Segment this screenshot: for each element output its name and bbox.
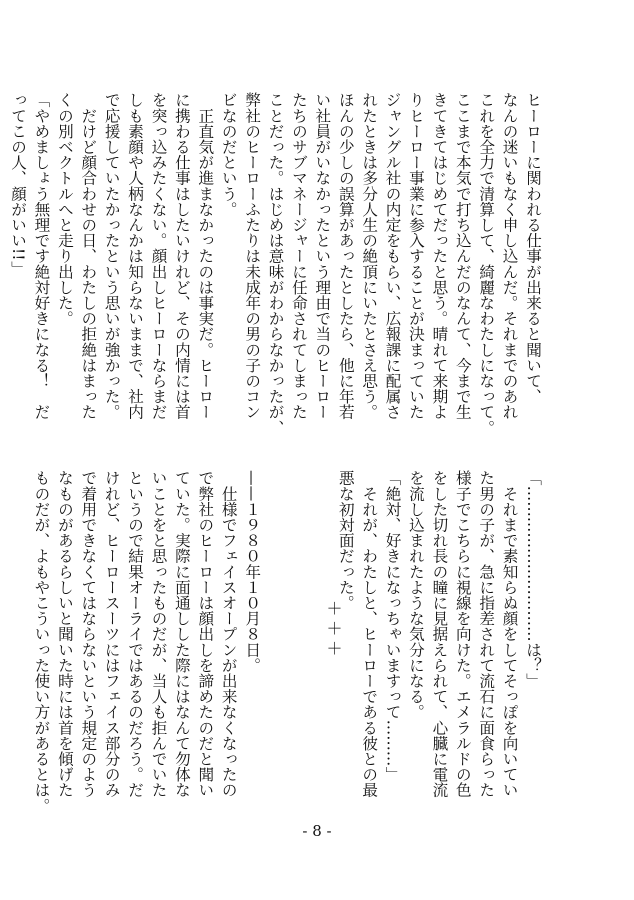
section-separator: ＋＋＋ xyxy=(324,600,343,660)
text-line: ことだった。はじめは意味がわからなかったが、 xyxy=(266,92,285,436)
text-line: ものだが、よもやこういった使い方があるとは。 xyxy=(32,470,51,814)
text-line: これを全力で清算して、綺麗なわたしになって。 xyxy=(477,92,496,436)
text-line: で応援していたかったという思いが強かった。 xyxy=(102,92,121,420)
text-line: ——１９８０年１０月８日。 xyxy=(243,470,262,673)
text-line: 仕様でフェイスオープンが出来なくなったの xyxy=(219,470,238,798)
text-line: 「…………………………は？」 xyxy=(524,470,542,689)
text-line: なんの迷いもなく申し込んだ。それまでのあれ xyxy=(500,92,519,420)
text-line: ほんの少しの誤算があったとしたら、他に年若 xyxy=(336,92,355,420)
text-line: 悪な初対面だった。 xyxy=(336,470,355,611)
text-line: を流し込まれたような気分になる。 xyxy=(406,470,425,720)
text-line: くの別ベクトルへと走り出した。 xyxy=(55,92,74,326)
text-line: をした切れ長の瞳に見据えられて、心臓に電流 xyxy=(430,470,449,798)
text-line: で着用できなくてはならないという規定のよう xyxy=(79,470,98,798)
text-line: 「やめましょう無理です絶対好きになる！ だ xyxy=(32,92,51,420)
text-line: それまで素知らぬ顔をしてそっぽを向いてい xyxy=(500,470,519,798)
text-line: というので結果オーライではあるのだろう。だ xyxy=(126,470,145,798)
text-line: しも素顔や人柄なんかは知らないままで、社内 xyxy=(126,92,145,420)
text-line: に携わる仕事はしたいけれど、その内情には首 xyxy=(172,92,191,420)
text-line: ここまで本気で打ち込んだのなんて、今まで生 xyxy=(453,92,472,420)
text-line: いことをと思ったものだが、当人も拒んでいた xyxy=(149,470,168,798)
text-line: れたときは多分人生の絶頂にいたとさえ思う。 xyxy=(360,92,379,420)
text-line: りヒーロー事業に参入することが決まっていた xyxy=(406,92,425,420)
text-line: ビなのだという。 xyxy=(219,92,238,217)
text-line: ってこの人、顔がいい!!」 xyxy=(9,92,28,277)
text-line: だけど顔合わせの日、わたしの拒絶はまった xyxy=(79,92,98,420)
text-line: た男の子が、急に指差されて流石に面食らった xyxy=(477,470,496,798)
lower-text-column xyxy=(32,470,544,820)
text-line: たちのサブマネージャーに任命されてしまった xyxy=(289,92,308,420)
text-line: 弊社のヒーローふたりは未成年の男の子のコン xyxy=(243,92,262,420)
text-line xyxy=(287,470,310,820)
page-number: - 8 - xyxy=(302,822,332,840)
text-line: い社員がいなかったという理由で当のヒーロー xyxy=(313,92,332,420)
text-line: きてきてはじめてだったと思う。晴れて来期よ xyxy=(430,92,449,420)
text-line: ヒーローに関われる仕事が出来ると聞いて、 xyxy=(524,92,542,404)
text-line: 正直気が進まなかったのは事実だ。ヒーロー xyxy=(196,92,215,420)
text-line: けれど、ヒーロースーツにはフェイス部分のみ xyxy=(102,470,121,798)
text-line: それが、わたしと、ヒーローである彼との最 xyxy=(360,470,379,798)
upper-text-column xyxy=(9,92,544,440)
text-line: 「絶対、好きになっちゃいますって………」 xyxy=(383,470,402,782)
text-line: ていた。実際に面通しした際にはなんて勿体な xyxy=(172,470,191,798)
text-line: で弊社のヒーローは顔出しを諦めたのだと聞い xyxy=(196,470,215,798)
text-line: なものがあるらしいと聞いた時には首を傾げた xyxy=(55,470,74,798)
text-line: 様子でこちらに視線を向けた。エメラルドの色 xyxy=(453,470,472,798)
text-line: ジャングル社の内定をもらい、広報課に配属さ xyxy=(383,92,402,420)
text-line xyxy=(263,470,286,820)
text-line: を突っ込みたくない。顔出しヒーローならまだ xyxy=(149,92,168,420)
